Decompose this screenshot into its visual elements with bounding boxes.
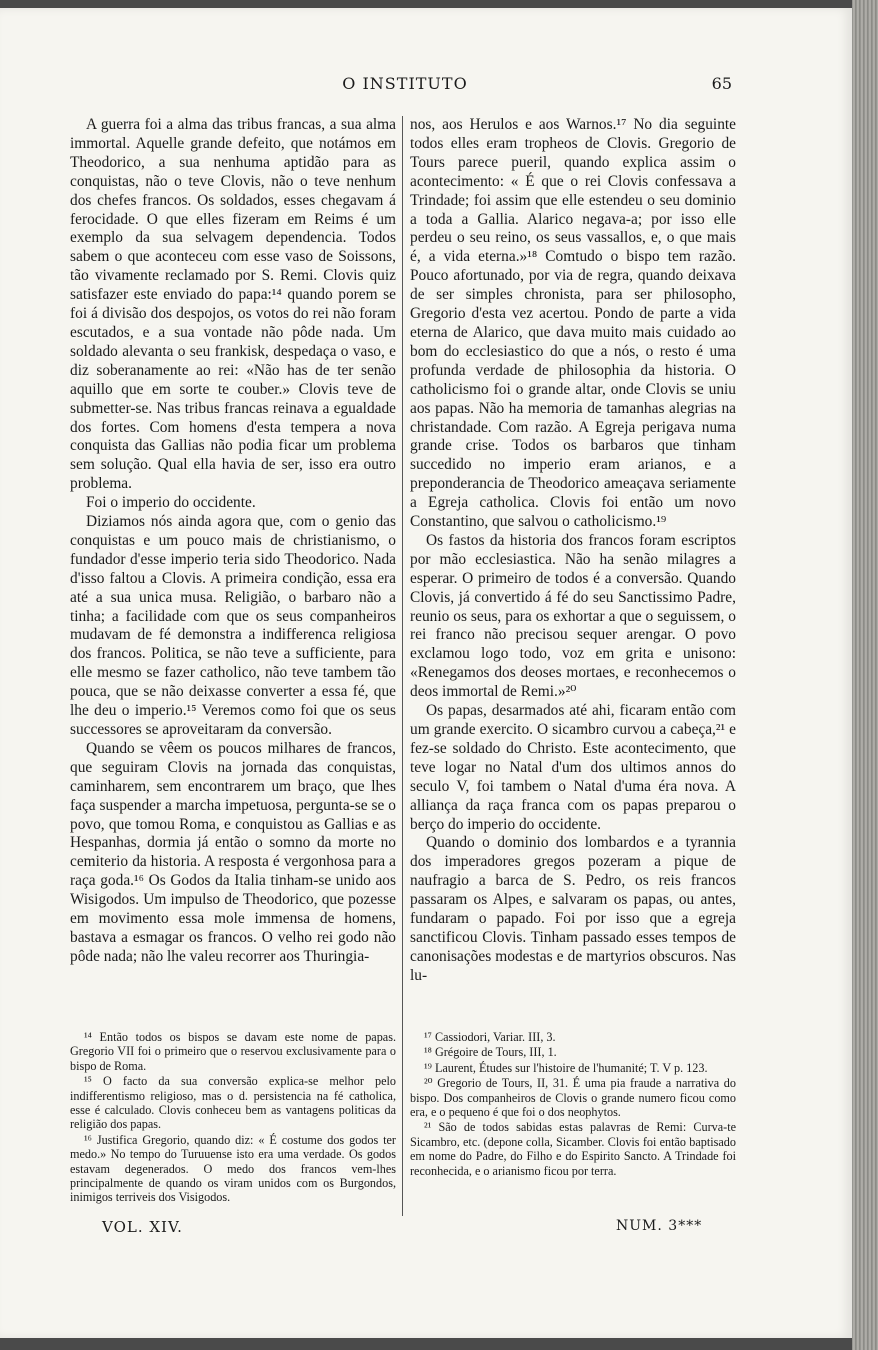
paragraph: nos, aos Herulos e aos Warnos.¹⁷ No dia seguinte todos elles eram tropheos de Clovis. Gregorio de Tours parece pueril, quando explica assim o acontecimento: « É que o rei Clovis confessava a Trindade; foi assim que elle estendeu o seu dominio a toda a Gallia. Alarico negava-a; por isso elle perdeu o seu reino, os seus vassallos, e, o que mais é, a vida eterna.»¹⁸ Comtudo o bispo tem razão. Pouco afortunado, por via de regra, quando deixava de ser simples chronista, para ser philosopho, Gregorio d'esta vez acertou. Pondo de parte a vida eterna de Alarico, que dava muito mais cuidado ao bom do ecclesiastico do que a nós, o resto é uma profunda verdade de philosophia da historia. O catholicismo foi o grande altar, onde Clovis se uniu aos papas. Não ha memoria de tamanhas alegrias na christandade. Com razão. A Egreja perigava numa grande crise. Todos os barbaros que tinham succedido no imperio eram arianos, e a preponderancia de Theodorico ameaçava seriamente a Egreja catholica. Clovis foi então um novo Constantino, que salvou o catholicismo.¹⁹ [410,116,736,531]
footnote-15: ¹⁵ O facto da sua conversão explica-se melhor pelo indifferentismo religioso, mas o d. persistencia na fé catholica, esse é calculado. Clovis conheceu bem as vantagens politicas da religião dos papas. [70,1074,396,1132]
paragraph: Quando o dominio dos lombardos e a tyrannia dos imperadores gregos pozeram a pique de naufragio a barca de S. Pedro, os reis francos passaram os Alpes, e salvaram os papas, ou antes, fundaram o papado. Foi por isso que a egreja sanctificou Clovis. Tinham passado esses tempos de canonisações modestas e de martyrios obscuros. Nas lu- [410,834,736,984]
book-page [0,8,852,1338]
sheet-signature: NUM. 3*** [616,1218,703,1234]
paragraph: Quando se vêem os poucos milhares de francos, que seguiram Clovis na jornada das conquistas, caminharem, sem encontrarem um braço, que lhes faça suspender a marcha impetuosa, pergunta-se se o povo, que tomou Roma, e conquistou as Gallias e as Hespanhas, dormia já então o somno da morte no cemiterio da historia. A resposta é vergonhosa para a raça goda.¹⁶ Os Godos da Italia tinham-se unido aos Wisigodos. Um impulso de Theodorico, que pozesse em movimento essa mole immensa de homens, bastava a esmagar os francos. O velho rei godo não pôde nada; não lhe valeu recorrer aos Thuringia- [70,739,396,965]
footnote-14: ¹⁴ Então todos os bispos se davam este nome de papas. Gregorio VII foi o primeiro que o reservou exclusivamente para o bispo de Roma. [70,1030,396,1073]
volume-signature: VOL. XIV. [102,1218,183,1236]
footnote-18: ¹⁸ Grégoire de Tours, III, 1. [424,1045,557,1060]
page-number: 65 [711,74,732,93]
footnote-20: ²⁰ Gregorio de Tours, II, 31. É uma pia fraude a narrativa do bispo. Dos companheiros de Clovis o grande numero ficou como era, e o pequeno é que foi o dos neophytos. [410,1076,736,1120]
paragraph: Diziamos nós ainda agora que, com o genio das conquistas e um pouco mais de christianismo, o fundador d'esse imperio teria sido Theodorico. Nada d'isso faltou a Clovis. A primeira condição, essa era até a sua unica musa. Religião, o barbaro não a tinha; a facilidade com que os seus companheiros mudavam de fé demonstra a indifferenca religiosa dos francos. Politica, se não teve a sufficiente, para elle mesmo se fazer catholico, não teve tambem tão pouca, que se não deixasse converter a essa fé, que lhe deu o imperio.¹⁵ Veremos como foi que os seus successores se aproveitaram da conversão. [70,513,396,738]
footnote-19: ¹⁹ Laurent, Études sur l'histoire de l'humanité; T. V p. 123. [424,1060,708,1075]
paragraph: Os fastos da historia dos francos foram escriptos por mão ecclesiastica. Não ha senão milagres a esperar. O primeiro de todos é a conversão. Quando Clovis, já convertido á fé do seu Sanctissimo Padre, reunio os seus, para os exhortar a que o seguissem, o rei franco não precisou sequer arengar. O povo exclamou logo todo, voz em grita e unisono: «Renegamos dos deoses mortaes, e reconhecemos o deos immortal de Remi.»²⁰ [410,531,736,701]
footnotes-right [410,1030,736,1179]
page-header [70,74,740,102]
paragraph: A guerra foi a alma das tribus francas, a sua alma immortal. Aquelle grande defeito, que notámos em Theodorico, a sua nenhuma aptidão para as conquistas, não o teve Clovis, não o teve nenhum dos chefes francos. Os soldados, esses chegavam á ferocidade. O que elles fizeram em Reims é um exemplo da sua selvagem dependencia. Todos sabem o que aconteceu com esse vaso de Soissons, tão vivamente reclamado por S. Remi. Clovis quiz satisfazer este enviado do papa:¹⁴ quando porem se foi á divisão dos despojos, os votos do rei não foram escutados, e a sua vontade não pôde nada. Um soldado alevanta o seu frankisk, despedaça o vaso, e diz soberanamente ao rei: «Não has de ter senão aquillo que em sorte te couber.» Clovis teve de submetter-se. Nas tribus francas reinava a egualdade dos fortes. Com homens d'esta tempera a nova conquista das Gallias não podia ficar um problema sem solução. Qual ella havia de ser, isso era outro problema. [70,116,396,493]
text-column-left [70,116,396,967]
footnotes-left [70,1030,396,1206]
paragraph: Os papas, desarmados até ahi, ficaram então com um grande exercito. O sicambro curvou a cabeça,²¹ e fez-se soldado do Christo. Este acontecimento, que teve logar no Natal d'um dos ultimos annos do seculo V, foi tambem o Natal d'uma éra nova. A alliança da raça franca com os papas preparou o berço do imperio do occidente. [410,702,736,833]
paragraph: Foi o imperio do occidente. [86,494,256,512]
footnote-21: ²¹ São de todos sabidas estas palavras de Remi: Curva-te Sicambro, etc. (depone colla, Sicamber. Clovis foi então baptisado em nome do Padre, do Filho e do Espirito Sancto. A Trindade foi reconhecida, e o arianismo ficou por terra. [410,1120,736,1178]
column-divider [402,116,403,1216]
text-column-right [410,116,736,986]
book-edge [852,0,878,1350]
footnote-17: ¹⁷ Cassiodori, Variar. III, 3. [424,1030,556,1044]
running-title: O INSTITUTO [342,74,468,93]
footnote-16: ¹⁶ Justifica Gregorio, quando diz: « É costume dos godos ter medo.» No tempo do Turuuense isto era uma verdade. Os godos estavam degenerados. O medo dos francos vem-lhes principalmente de quando os viram unidos com os Burgondos, inimigos terriveis dos Visigodos. [70,1132,396,1205]
